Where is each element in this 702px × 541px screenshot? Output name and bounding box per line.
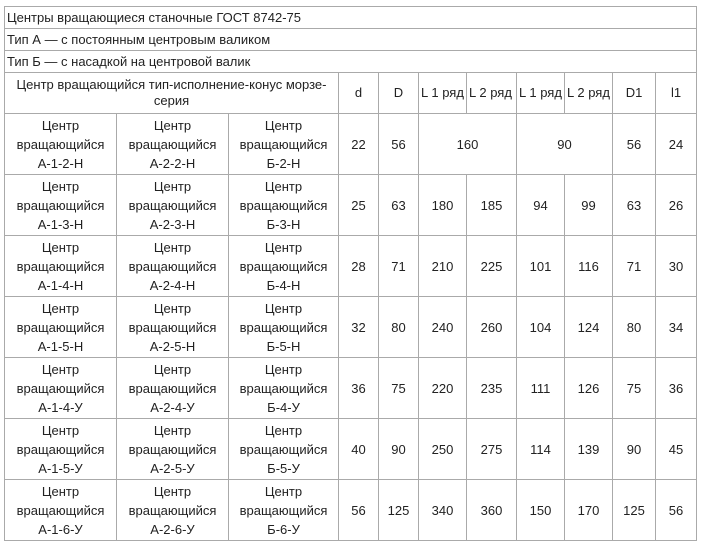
value-L1: 240 <box>419 297 467 358</box>
value-l1: 26 <box>656 175 697 236</box>
table-row <box>5 358 697 419</box>
table-row <box>5 114 697 175</box>
value-d: 40 <box>339 419 379 480</box>
header-L-row2: L 2 ряд <box>467 73 517 114</box>
title-row-3 <box>5 51 697 73</box>
value-L1: 210 <box>419 236 467 297</box>
center-type-a2: Центр вращающийся А-2-4-У <box>117 358 229 419</box>
value-L1: 220 <box>419 358 467 419</box>
center-type-a2: Центр вращающийся А-2-3-Н <box>117 175 229 236</box>
center-type-a2: Центр вращающийся А-2-5-У <box>117 419 229 480</box>
value-Lb1: 101 <box>517 236 565 297</box>
center-type-a1: Центр вращающийся А-1-6-У <box>5 480 117 541</box>
title-row-2 <box>5 29 697 51</box>
value-Lb1: 104 <box>517 297 565 358</box>
value-L1: 180 <box>419 175 467 236</box>
spec-table <box>4 6 697 541</box>
center-type-a1: Центр вращающийся А-1-5-У <box>5 419 117 480</box>
header-l1: l1 <box>656 73 697 114</box>
value-L2: 360 <box>467 480 517 541</box>
value-D: 75 <box>379 358 419 419</box>
value-d: 22 <box>339 114 379 175</box>
center-type-b: Центр вращающийся Б-2-Н <box>229 114 339 175</box>
value-D1: 80 <box>613 297 656 358</box>
type-a-description: Тип А — с постоянным центровым валиком <box>5 29 697 51</box>
table-title: Центры вращающиеся станочные ГОСТ 8742-75 <box>5 7 697 29</box>
value-D1: 125 <box>613 480 656 541</box>
value-d: 36 <box>339 358 379 419</box>
center-type-a2: Центр вращающийся А-2-4-Н <box>117 236 229 297</box>
center-type-a1: Центр вращающийся А-1-5-Н <box>5 297 117 358</box>
value-D1: 56 <box>613 114 656 175</box>
value-Lb1: 94 <box>517 175 565 236</box>
value-d: 28 <box>339 236 379 297</box>
value-L: 160 <box>419 114 517 175</box>
value-D: 71 <box>379 236 419 297</box>
center-type-b: Центр вращающийся Б-4-У <box>229 358 339 419</box>
center-type-b: Центр вращающийся Б-6-У <box>229 480 339 541</box>
center-type-b: Центр вращающийся Б-5-У <box>229 419 339 480</box>
center-type-a1: Центр вращающийся А-1-4-У <box>5 358 117 419</box>
title-row-1 <box>5 7 697 29</box>
value-D: 80 <box>379 297 419 358</box>
header-row <box>5 73 697 114</box>
center-type-a2: Центр вращающийся А-2-2-Н <box>117 114 229 175</box>
value-Lb1: 150 <box>517 480 565 541</box>
value-Lb1: 114 <box>517 419 565 480</box>
header-Lb-row1: L 1 ряд <box>517 73 565 114</box>
value-Lb1: 111 <box>517 358 565 419</box>
value-Lb2: 116 <box>565 236 613 297</box>
value-l1: 36 <box>656 358 697 419</box>
value-Lb2: 139 <box>565 419 613 480</box>
value-D1: 71 <box>613 236 656 297</box>
type-b-description: Тип Б — с насадкой на центровой валик <box>5 51 697 73</box>
table-row <box>5 419 697 480</box>
center-type-a2: Центр вращающийся А-2-5-Н <box>117 297 229 358</box>
header-name-column: Центр вращающийся тип-исполнение-конус морзе-серия <box>5 73 339 114</box>
value-L2: 225 <box>467 236 517 297</box>
value-L2: 260 <box>467 297 517 358</box>
value-Lb2: 124 <box>565 297 613 358</box>
header-d: d <box>339 73 379 114</box>
value-l1: 45 <box>656 419 697 480</box>
value-d: 25 <box>339 175 379 236</box>
value-D1: 63 <box>613 175 656 236</box>
value-Lb2: 170 <box>565 480 613 541</box>
header-L-row1: L 1 ряд <box>419 73 467 114</box>
center-type-a1: Центр вращающийся А-1-2-Н <box>5 114 117 175</box>
center-type-b: Центр вращающийся Б-5-Н <box>229 297 339 358</box>
header-D1: D1 <box>613 73 656 114</box>
value-D: 63 <box>379 175 419 236</box>
value-l1: 24 <box>656 114 697 175</box>
value-l1: 34 <box>656 297 697 358</box>
value-D: 90 <box>379 419 419 480</box>
value-L2: 275 <box>467 419 517 480</box>
header-Lb-row2: L 2 ряд <box>565 73 613 114</box>
value-L2: 235 <box>467 358 517 419</box>
value-D1: 90 <box>613 419 656 480</box>
center-type-b: Центр вращающийся Б-3-Н <box>229 175 339 236</box>
value-Lb2: 99 <box>565 175 613 236</box>
value-Lb: 90 <box>517 114 613 175</box>
value-L1: 250 <box>419 419 467 480</box>
center-type-a1: Центр вращающийся А-1-3-Н <box>5 175 117 236</box>
value-L1: 340 <box>419 480 467 541</box>
center-type-a1: Центр вращающийся А-1-4-Н <box>5 236 117 297</box>
value-l1: 56 <box>656 480 697 541</box>
value-D1: 75 <box>613 358 656 419</box>
value-D: 56 <box>379 114 419 175</box>
header-D: D <box>379 73 419 114</box>
value-L2: 185 <box>467 175 517 236</box>
value-d: 56 <box>339 480 379 541</box>
value-l1: 30 <box>656 236 697 297</box>
value-d: 32 <box>339 297 379 358</box>
table-row <box>5 480 697 541</box>
center-type-a2: Центр вращающийся А-2-6-У <box>117 480 229 541</box>
value-Lb2: 126 <box>565 358 613 419</box>
center-type-b: Центр вращающийся Б-4-Н <box>229 236 339 297</box>
table-row <box>5 175 697 236</box>
value-D: 125 <box>379 480 419 541</box>
table-row <box>5 297 697 358</box>
table-row <box>5 236 697 297</box>
